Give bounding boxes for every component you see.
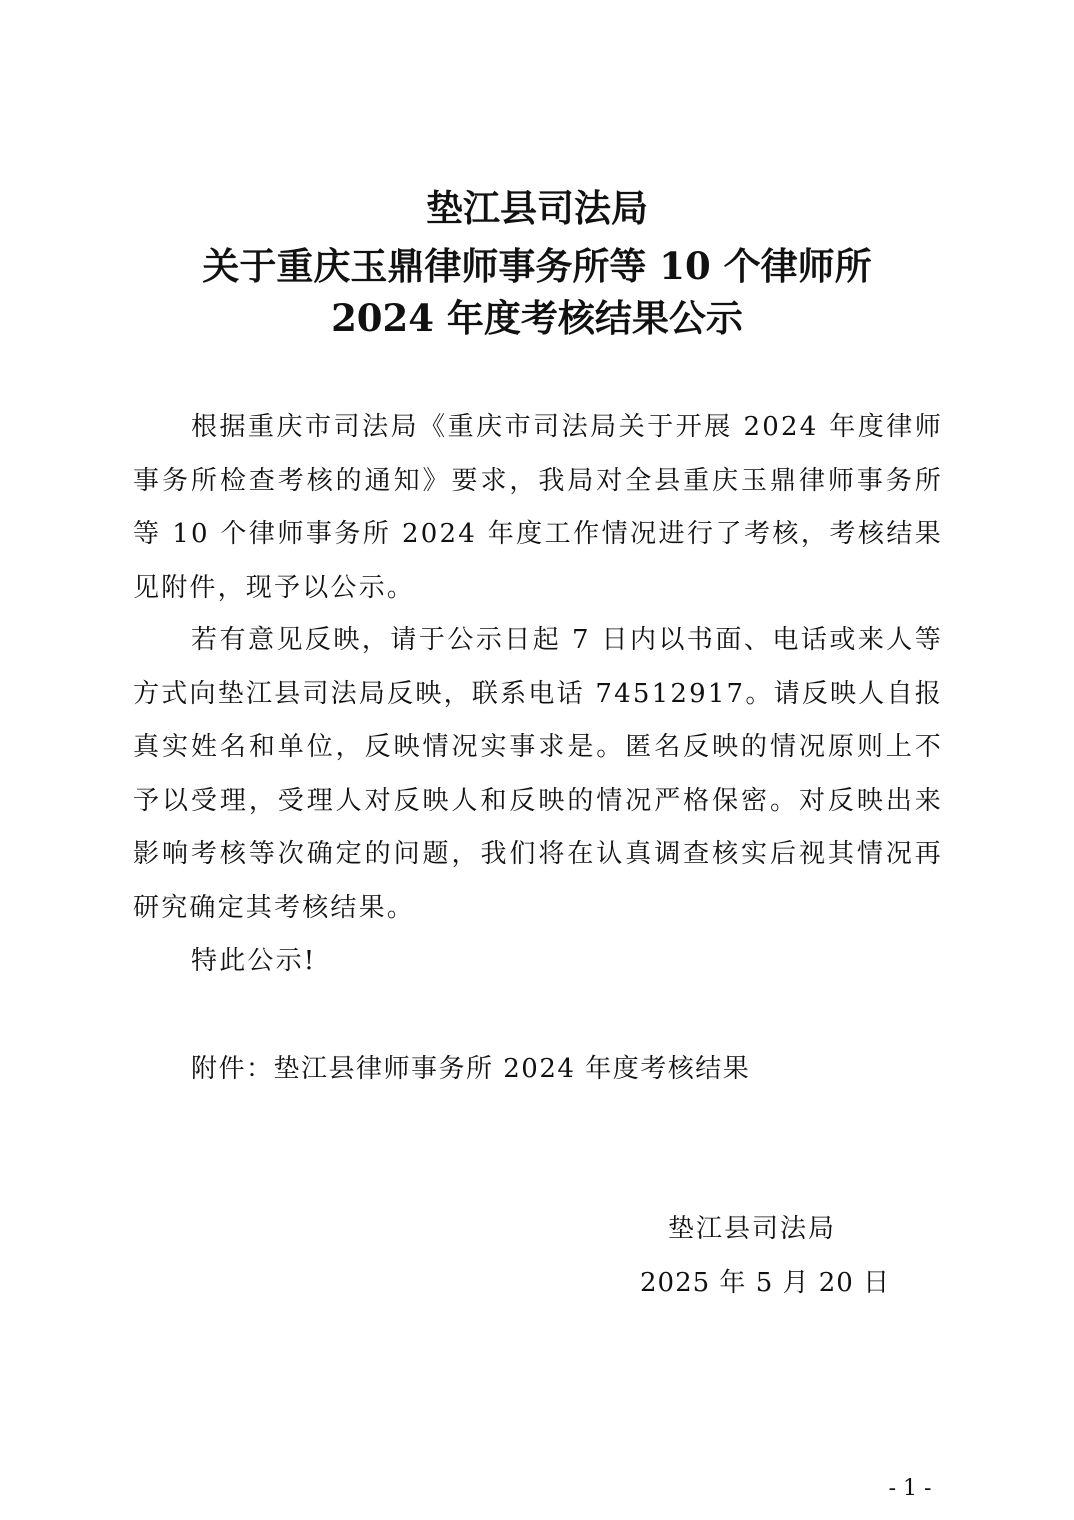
body-paragraph-feedback: 若有意见反映，请于公示日起 7 日内以书面、电话或来人等方式向垫江县司法局反映，联系电话 74512917。请反映人自报真实姓名和单位，反映情况实事求是。匿名反映的情况原则上不予以受理，受理人对反映人和反映的情况严格保密。对反映出来影响考核等次确定的问题，我们将在认真调查核实后视其情况再研究确定其考核结果。 bbox=[133, 625, 943, 923]
attachment-line: 附件：垫江县律师事务所 2024 年度考核结果 bbox=[191, 1054, 751, 1084]
document-title-subject: 关于重庆玉鼎律师事务所等 10 个律师所 bbox=[202, 244, 872, 288]
document-title-issuer: 垫江县司法局 bbox=[426, 186, 648, 230]
body-paragraph-announcement: 根据重庆市司法局《重庆市司法局关于开展 2024 年度律师事务所检查考核的通知》要求，我局对全县重庆玉鼎律师事务所等 10 个律师事务所 2024 年度工作情况进行了考核，考核结果见附件，现予以公示。 bbox=[133, 412, 943, 603]
signature-issuer: 垫江县司法局 bbox=[668, 1214, 837, 1244]
page-number: - 1 - bbox=[888, 1476, 932, 1501]
signature-date: 2025 年 5 月 20 日 bbox=[640, 1268, 891, 1298]
body-paragraph-closing: 特此公示! bbox=[191, 946, 317, 976]
document-title-year: 2024 年度考核结果公示 bbox=[331, 296, 743, 340]
